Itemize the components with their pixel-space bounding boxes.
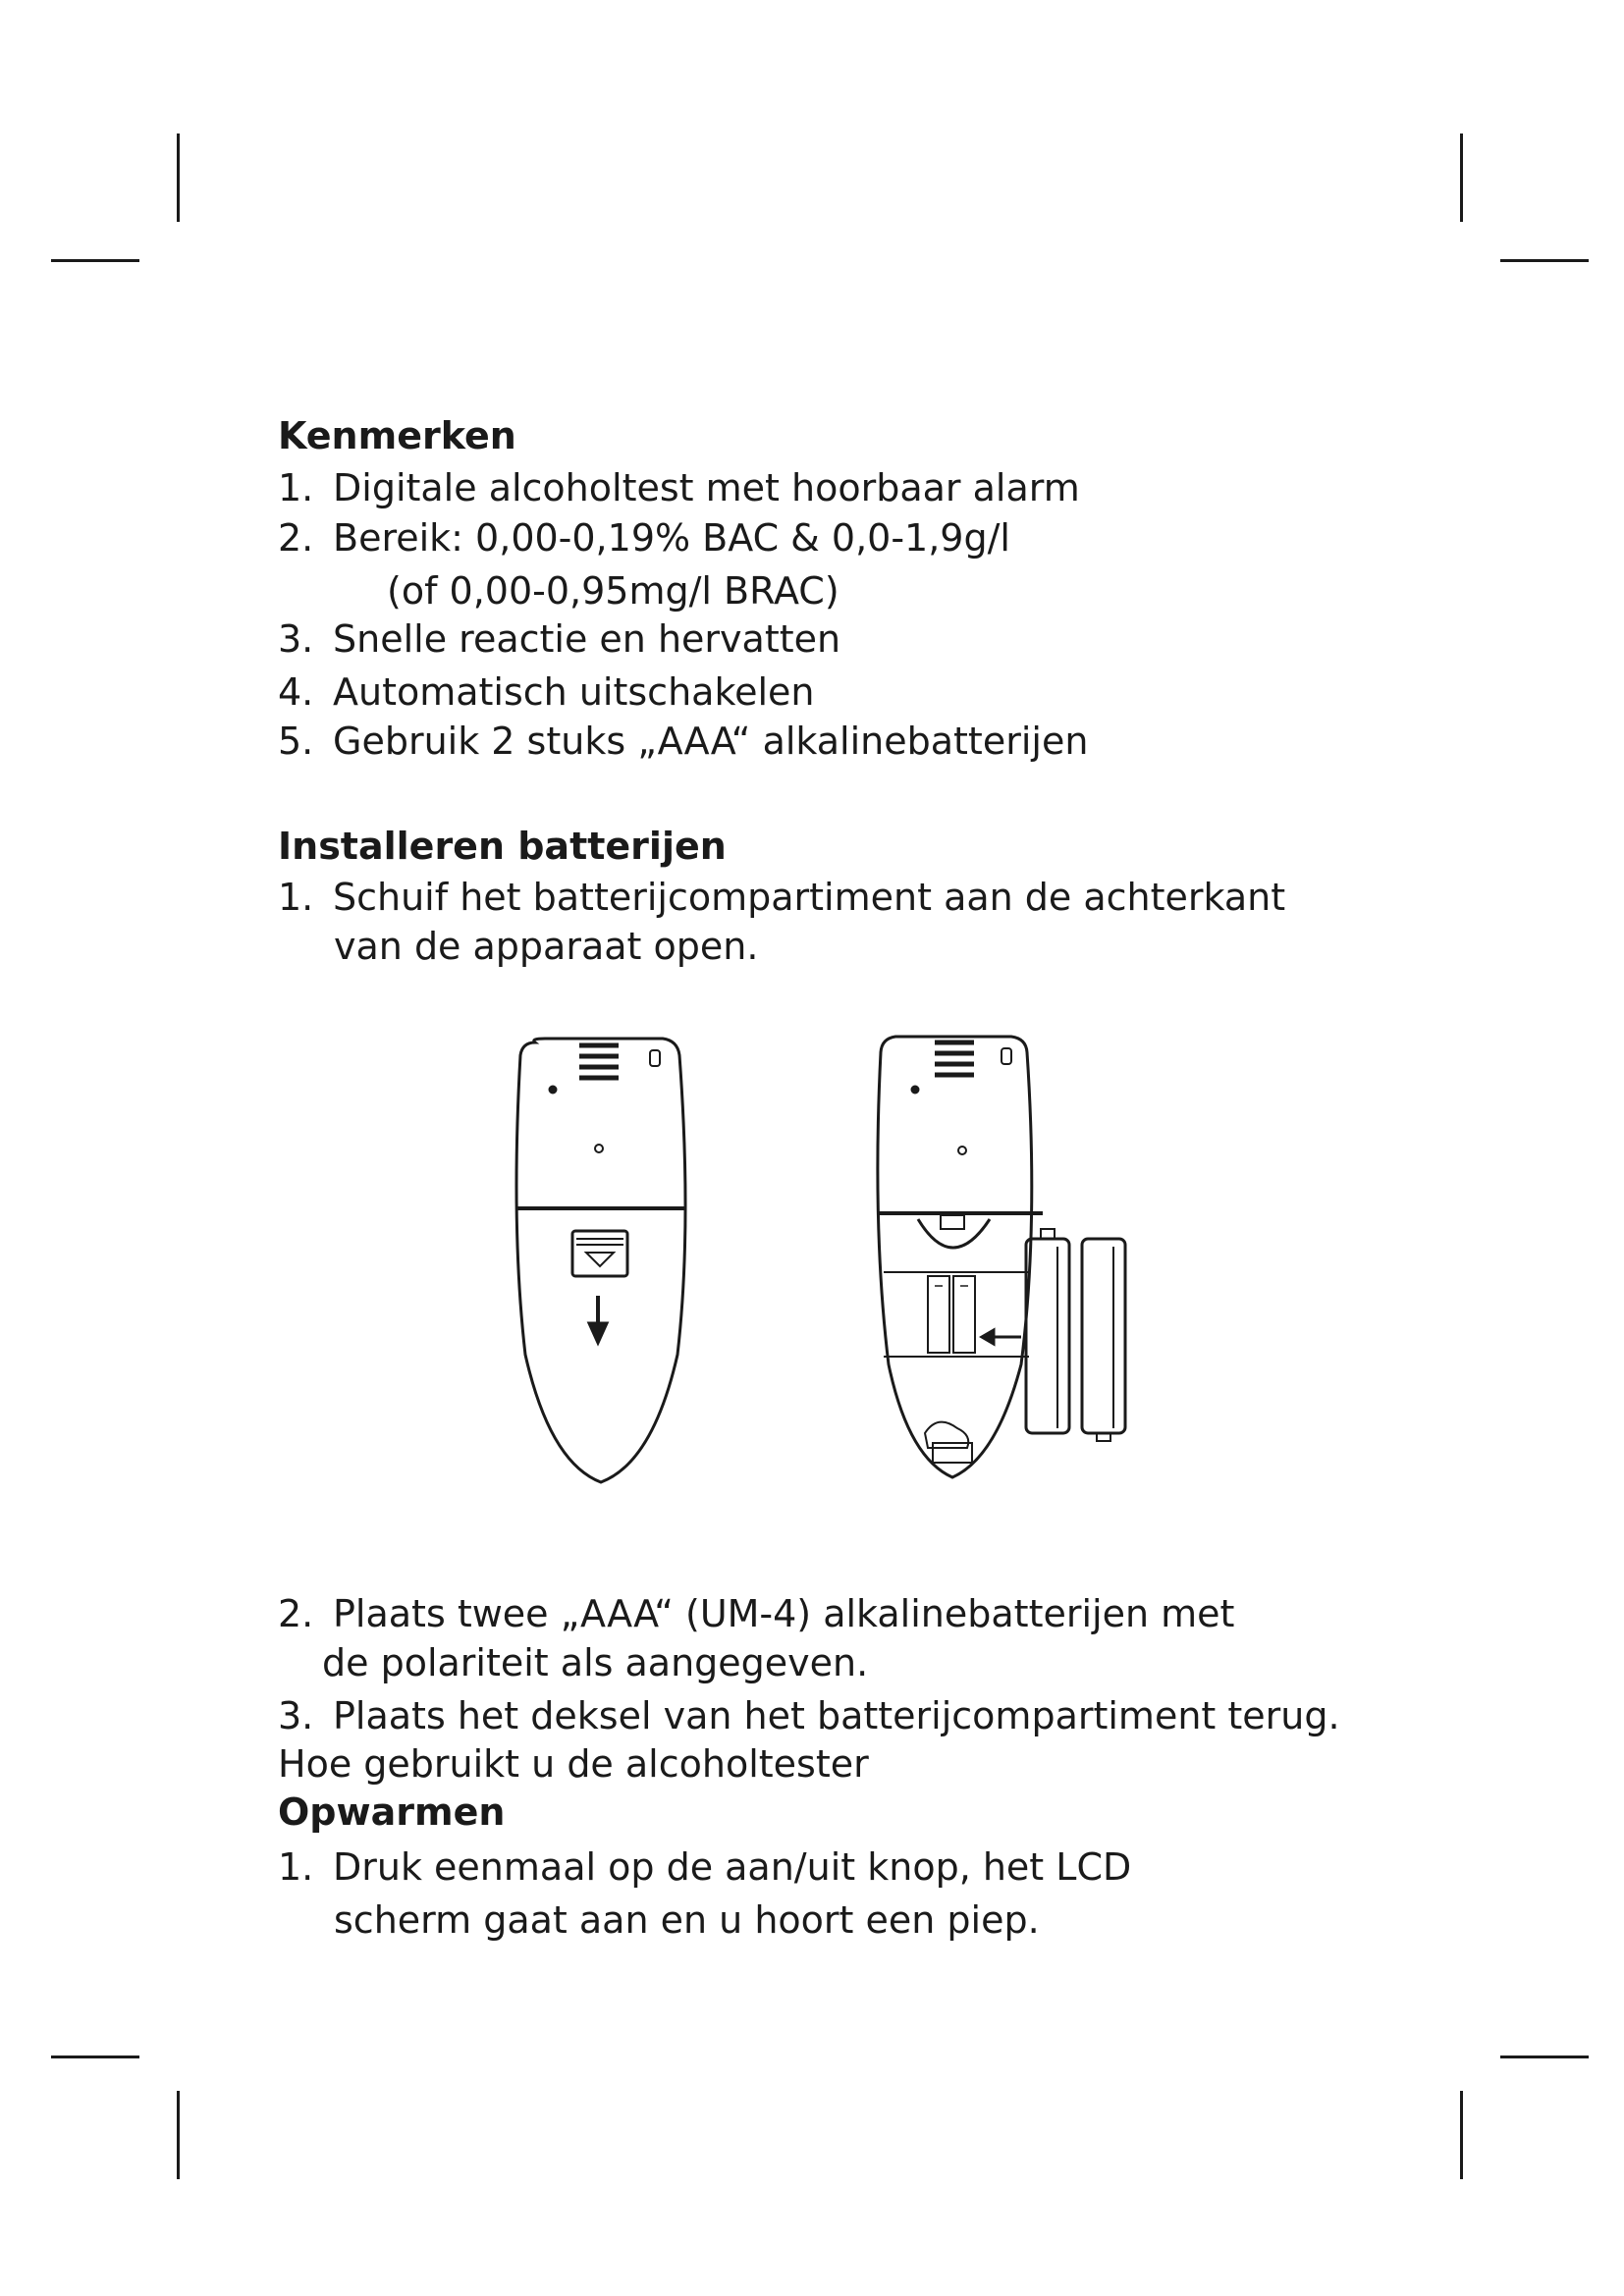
batteries-step-1-continuation: van de apparaat open. (334, 925, 759, 968)
step-text: Druk eenmaal op de aan/uit knop, het LCD (333, 1845, 1132, 1889)
usage-line: Hoe gebruikt u de alcoholtester (278, 1742, 869, 1786)
device-back-open-with-batteries-icon (877, 1037, 1125, 1477)
step-number: 2. (278, 1592, 314, 1635)
batteries-step-2-continuation: de polariteit als aangegeven. (322, 1641, 869, 1684)
step-number: 1. (278, 1845, 314, 1889)
step-text: Plaats twee „AAA“ (UM-4) alkalinebatterijen met (333, 1592, 1235, 1635)
step-number: 1. (278, 876, 314, 919)
step-number: 3. (278, 1694, 314, 1737)
item-number: 2. (278, 516, 314, 560)
step-text: Plaats het deksel van het batterijcompartiment terug. (333, 1694, 1340, 1737)
item-text: Digitale alcoholtest met hoorbaar alarm (333, 466, 1080, 509)
item-number: 3. (278, 617, 314, 661)
item-text: Snelle reactie en hervatten (333, 617, 841, 661)
features-heading: Kenmerken (278, 414, 516, 457)
step-text: Schuif het batterijcompartiment aan de achterkant (333, 876, 1286, 919)
device-back-closed-icon (515, 1039, 685, 1482)
item-number: 4. (278, 670, 314, 714)
item-number: 5. (278, 720, 314, 763)
item-text: Bereik: 0,00-0,19% BAC & 0,0-1,9g/l (333, 516, 1010, 560)
item-number: 1. (278, 466, 314, 509)
warmup-step-1-continuation: scherm gaat aan en u hoort een piep. (334, 1898, 1040, 1942)
item-text: Gebruik 2 stuks „AAA“ alkalinebatterijen (333, 720, 1089, 763)
item-text: Automatisch uitschakelen (333, 670, 815, 714)
warmup-step-1 (278, 1843, 1131, 1891)
features-item-2-continuation: (of 0,00-0,95mg/l BRAC) (387, 569, 839, 613)
batteries-step-3 (278, 1692, 1340, 1739)
warmup-heading: Opwarmen (278, 1790, 506, 1834)
batteries-step-2 (278, 1590, 1234, 1637)
batteries-heading: Installeren batterijen (278, 825, 727, 868)
